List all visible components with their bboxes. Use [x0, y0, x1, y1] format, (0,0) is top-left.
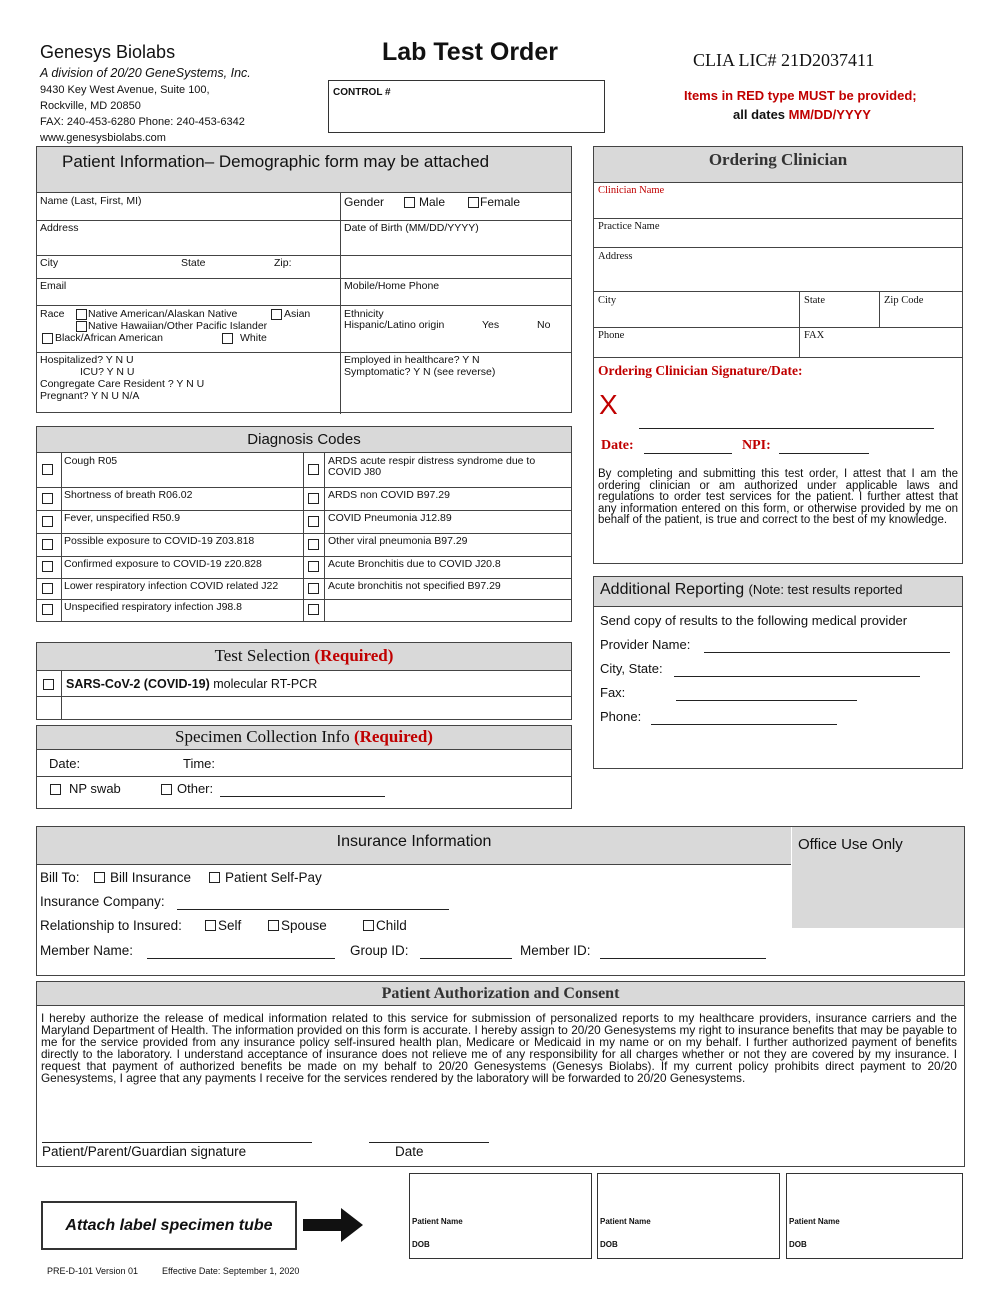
- female-label: Female: [480, 195, 521, 209]
- bill-insurance-checkbox[interactable]: [94, 872, 105, 883]
- notice-line2: [733, 107, 871, 122]
- race-white-checkbox[interactable]: [222, 333, 233, 344]
- bill-to-label: Bill To:: [40, 870, 80, 885]
- diagnosis-right-checkbox[interactable]: [308, 464, 319, 475]
- clinician-signature-label: Ordering Clinician Signature/Date:: [598, 363, 803, 378]
- company-address1: 9430 Key West Avenue, Suite 100,: [40, 84, 210, 96]
- specimen-label-2: [597, 1173, 780, 1259]
- group-id-input[interactable]: [420, 958, 512, 959]
- employed-question[interactable]: Employed in healthcare? Y N: [344, 354, 480, 366]
- member-id-label: Member ID:: [520, 943, 591, 958]
- clinician-fax-label[interactable]: FAX: [804, 330, 825, 341]
- company-division: A division of 20/20 GeneSystems, Inc.: [40, 66, 251, 80]
- male-label: Male: [419, 195, 446, 209]
- test-selection-header: [37, 643, 571, 671]
- patient-signature-label: Patient/Parent/Guardian signature: [42, 1144, 247, 1159]
- np-swab-checkbox[interactable]: [50, 784, 61, 795]
- specimen-time-label[interactable]: Time:: [183, 756, 216, 771]
- member-name-input[interactable]: [147, 958, 335, 959]
- race-asian-checkbox[interactable]: [271, 309, 282, 320]
- hispanic-label: Hispanic/Latino origin: [344, 319, 445, 331]
- npi-label: NPI:: [742, 438, 771, 453]
- consent-section: [36, 981, 965, 1167]
- hispanic-yes[interactable]: Yes: [482, 319, 500, 331]
- hispanic-no[interactable]: No: [537, 319, 551, 331]
- footer-effective-date: Effective Date: September 1, 2020: [162, 1266, 300, 1276]
- member-name-label: Member Name:: [40, 943, 134, 958]
- company-website: www.genesysbiolabs.com: [40, 132, 166, 144]
- zip-label[interactable]: Zip:: [274, 257, 292, 269]
- clinician-signature-line[interactable]: [639, 428, 934, 429]
- company-name: Genesys Biolabs: [40, 42, 176, 62]
- diagnosis-right-checkbox[interactable]: [308, 493, 319, 504]
- label1-patient-name: Patient Name: [412, 1217, 463, 1226]
- diagnosis-left-checkbox[interactable]: [42, 539, 53, 550]
- clinician-header: Ordering Clinician: [594, 147, 962, 183]
- other-label: Other:: [177, 781, 214, 796]
- dob-label[interactable]: Date of Birth (MM/DD/YYYY): [344, 222, 479, 234]
- label3-dob: DOB: [789, 1240, 807, 1249]
- consent-header: Patient Authorization and Consent: [37, 982, 964, 1006]
- female-checkbox[interactable]: [468, 197, 479, 208]
- diagnosis-left-checkbox[interactable]: [42, 516, 53, 527]
- diagnosis-right-label: ARDS acute respir distress syndrome due to COVID J80: [328, 455, 536, 478]
- diagnosis-header: Diagnosis Codes: [37, 427, 571, 453]
- clinician-section: [593, 146, 963, 564]
- diagnosis-right-checkbox[interactable]: [308, 539, 319, 550]
- race-native-american-label: Native American/Alaskan Native: [88, 308, 238, 320]
- child-checkbox[interactable]: [363, 920, 374, 931]
- diagnosis-left-checkbox[interactable]: [42, 583, 53, 594]
- hospitalized-question[interactable]: Hospitalized? Y N U: [40, 354, 134, 366]
- diagnosis-left-checkbox[interactable]: [42, 493, 53, 504]
- symptomatic-question[interactable]: Symptomatic? Y N (see reverse): [344, 366, 496, 378]
- arrow-right-icon: [303, 1206, 365, 1244]
- phone-label[interactable]: Mobile/Home Phone: [344, 280, 440, 292]
- send-copy-text: Send copy of results to the following medical provider: [600, 613, 908, 628]
- spouse-checkbox[interactable]: [268, 920, 279, 931]
- provider-fax-input[interactable]: [676, 700, 857, 701]
- race-native-american-checkbox[interactable]: [76, 309, 87, 320]
- patient-info-header: Patient Information– Demographic form may be attached: [37, 147, 571, 193]
- control-label: CONTROL #: [333, 87, 391, 98]
- sars-cov2-checkbox[interactable]: [43, 679, 54, 690]
- test-selection-required: (Required): [314, 646, 394, 665]
- provider-phone-label: Phone:: [600, 709, 642, 724]
- self-label: Self: [218, 918, 242, 933]
- additional-reporting-section: [593, 576, 963, 769]
- consent-text: I hereby authorize the release of medical information related to this service for submission of personalized reports to my healthcare providers, insurance carriers and the Maryland Department of Health. The information provided on this form is accurate. I hereby assign to 20/20 Genesystems my right to insurance benefits that may be payable to me for the service provided from any insurance policy self-insured health plan, Medicare or Medicaid in my name or on my behalf. I further authorized payment of benefits directly to the laboratory. I understand acceptance of insurance does not relieve me of any responsibility for all charges whether or not they are covered by my insurance. I request that payment of authorized benefits be made on my behalf to 20/20 Genesystems (Genesys Biolabs). If my current policy prohibits direct payment to 20/20 Genesystems, I agree that any payments I receive for the services rendered by the laboratory will be forwarded to 20/20 Genesystems.: [41, 1011, 957, 1086]
- clinician-city-label[interactable]: City: [598, 295, 617, 306]
- test-selection-title: Test Selection: [214, 646, 311, 665]
- clinician-zip-label[interactable]: Zip Code: [884, 295, 924, 306]
- specimen-required: (Required): [353, 727, 433, 746]
- diagnosis-left-label: Cough R05: [64, 455, 118, 467]
- other-input[interactable]: [220, 796, 385, 797]
- provider-city-state-input[interactable]: [674, 676, 920, 677]
- diagnosis-right-checkbox[interactable]: [308, 516, 319, 527]
- sars-cov2-test-label: [66, 677, 317, 691]
- city-label[interactable]: City: [40, 257, 59, 269]
- npi-input[interactable]: [779, 453, 869, 454]
- diagnosis-left-label: Fever, unspecified R50.9: [64, 512, 181, 524]
- diagnosis-section: [36, 426, 572, 622]
- state-label[interactable]: State: [181, 257, 206, 269]
- label1-dob: DOB: [412, 1240, 430, 1249]
- label2-dob: DOB: [600, 1240, 618, 1249]
- diagnosis-left-checkbox[interactable]: [42, 464, 53, 475]
- child-label: Child: [376, 918, 407, 933]
- race-black-label: Black/African American: [55, 332, 163, 344]
- test-selection-section: [36, 642, 572, 720]
- consent-date-line[interactable]: [369, 1142, 489, 1143]
- signature-x-mark: X: [599, 389, 618, 420]
- address-label[interactable]: Address: [40, 222, 79, 234]
- practice-name-label[interactable]: Practice Name: [598, 221, 660, 232]
- attach-label-box: [41, 1201, 297, 1250]
- specimen-section: [36, 725, 572, 809]
- label2-patient-name: Patient Name: [600, 1217, 651, 1226]
- np-swab-label: NP swab: [69, 781, 121, 796]
- additional-reporting-title: Additional Reporting: [600, 581, 745, 598]
- office-use-box: [792, 827, 964, 928]
- attach-label-text: Attach label specimen tube: [65, 1217, 273, 1234]
- diagnosis-right-checkbox[interactable]: [308, 604, 319, 615]
- insurance-header: Insurance Information: [37, 827, 791, 865]
- other-checkbox[interactable]: [161, 784, 172, 795]
- diagnosis-right-label: Other viral pneumonia B97.29: [328, 535, 468, 547]
- diagnosis-left-label: Unspecified respiratory infection J98.8: [64, 601, 243, 613]
- insurance-company-label: Insurance Company:: [40, 894, 165, 909]
- name-label[interactable]: Name (Last, First, MI): [40, 195, 142, 207]
- clinician-phone-label[interactable]: Phone: [598, 330, 625, 341]
- notice-line1: Items in RED type MUST be provided;: [684, 88, 917, 103]
- provider-fax-label: Fax:: [600, 685, 626, 700]
- additional-reporting-header: [594, 577, 962, 607]
- provider-name-input[interactable]: [704, 652, 950, 653]
- sars-cov2-test-name: SARS-CoV-2 (COVID-19): [66, 677, 210, 691]
- diagnosis-left-checkbox[interactable]: [42, 561, 53, 572]
- relationship-label: Relationship to Insured:: [40, 918, 182, 933]
- clinician-attestation: By completing and submitting this test order, I attest that I am the ordering clinician or am authorized under applicable laws and regulations to order test services for the patient. I further attest that any information entered on this form, or otherwise provided by me on behalf of the patient, is true and correct to the best of my knowledge.: [598, 468, 958, 526]
- ethnicity-label: Ethnicity: [344, 308, 384, 320]
- label3-patient-name: Patient Name: [789, 1217, 840, 1226]
- member-id-input[interactable]: [600, 958, 766, 959]
- male-checkbox[interactable]: [404, 197, 415, 208]
- self-pay-checkbox[interactable]: [209, 872, 220, 883]
- pregnant-question[interactable]: Pregnant? Y N U N/A: [40, 390, 140, 402]
- race-label: Race: [40, 308, 65, 320]
- notice-date-format: MM/DD/YYYY: [788, 107, 871, 122]
- diagnosis-left-checkbox[interactable]: [42, 604, 53, 615]
- diagnosis-right-checkbox[interactable]: [308, 561, 319, 572]
- email-label[interactable]: Email: [40, 280, 67, 292]
- diagnosis-left-label: Confirmed exposure to COVID-19 z20.828: [64, 558, 262, 570]
- patient-info-section: [36, 146, 572, 413]
- additional-reporting-note: (Note: test results reported: [748, 582, 903, 597]
- specimen-label-1: [409, 1173, 592, 1259]
- diagnosis-left-label: Shortness of breath R06.02: [64, 489, 193, 501]
- insurance-section: [36, 826, 965, 976]
- diagnosis-right-label: COVID Pneumonia J12.89: [328, 512, 452, 524]
- self-pay-label: Patient Self-Pay: [225, 870, 322, 885]
- clinician-address-label[interactable]: Address: [598, 251, 633, 262]
- diagnosis-right-checkbox[interactable]: [308, 583, 319, 594]
- congregate-question[interactable]: Congregate Care Resident ? Y N U: [40, 378, 205, 390]
- footer-version: PRE-D-101 Version 01: [47, 1266, 139, 1276]
- specimen-label-3: [786, 1173, 963, 1259]
- race-white-label: White: [240, 332, 267, 344]
- patient-signature-line[interactable]: [42, 1142, 312, 1143]
- clinician-date-label: Date:: [601, 438, 634, 453]
- specimen-title: Specimen Collection Info: [175, 727, 350, 746]
- diagnosis-right-label: ARDS non COVID B97.29: [328, 489, 450, 501]
- race-hawaiian-checkbox[interactable]: [76, 321, 87, 332]
- provider-phone-input[interactable]: [651, 724, 837, 725]
- provider-name-label: Provider Name:: [600, 637, 691, 652]
- race-asian-label: Asian: [284, 308, 311, 320]
- bill-insurance-label: Bill Insurance: [110, 870, 192, 885]
- company-fax-phone: FAX: 240-453-6280 Phone: 240-453-6342: [40, 116, 245, 128]
- specimen-date-label[interactable]: Date:: [49, 756, 81, 771]
- sars-cov2-test-method: molecular RT-PCR: [209, 677, 318, 691]
- page-title: Lab Test Order: [382, 38, 558, 66]
- clinician-date-input[interactable]: [644, 453, 732, 454]
- consent-date-label: Date: [395, 1144, 424, 1159]
- icu-question[interactable]: ICU? Y N U: [80, 366, 135, 378]
- diagnosis-left-label: Possible exposure to COVID-19 Z03.818: [64, 535, 255, 547]
- race-black-checkbox[interactable]: [42, 333, 53, 344]
- control-number-box[interactable]: [328, 80, 605, 133]
- group-id-label: Group ID:: [350, 943, 409, 958]
- clinician-name-label[interactable]: Clinician Name: [598, 185, 665, 196]
- office-use-label: Office Use Only: [798, 836, 903, 853]
- clinician-state-label[interactable]: State: [804, 295, 825, 306]
- insurance-company-input[interactable]: [177, 909, 449, 910]
- spouse-label: Spouse: [281, 918, 327, 933]
- specimen-header: [37, 726, 571, 750]
- gender-label: Gender: [344, 195, 385, 209]
- clia-license: CLIA LIC# 21D2037411: [693, 50, 875, 70]
- provider-city-state-label: City, State:: [600, 661, 663, 676]
- company-address2: Rockville, MD 20850: [40, 100, 141, 112]
- diagnosis-left-label: Lower respiratory infection COVID related J22: [64, 580, 279, 592]
- diagnosis-right-label: Acute Bronchitis due to COVID J20.8: [328, 558, 501, 570]
- self-checkbox[interactable]: [205, 920, 216, 931]
- notice-line2-prefix: all dates: [733, 107, 789, 122]
- diagnosis-right-label: Acute bronchitis not specified B97.29: [328, 580, 501, 592]
- race-hawaiian-label: Native Hawaiian/Other Pacific Islander: [88, 320, 268, 332]
